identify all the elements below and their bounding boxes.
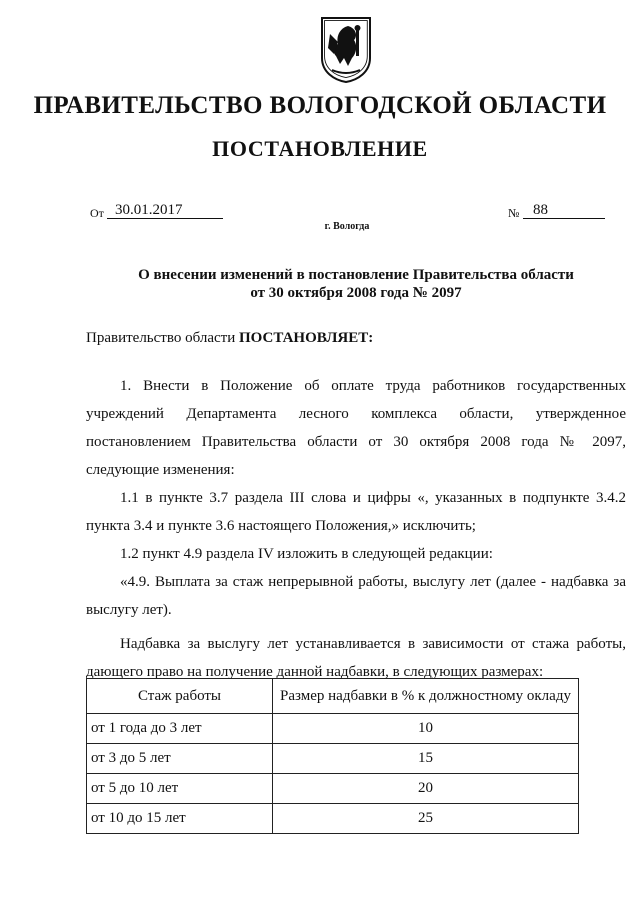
document-subject	[86, 266, 626, 302]
table-cell-experience: от 1 года до 3 лет	[87, 714, 273, 744]
subject-line-2: от 30 октября 2008 года № 2097	[250, 285, 462, 301]
table-header-row	[87, 679, 579, 714]
document-date: 30.01.2017	[107, 202, 223, 219]
coat-of-arms-emblem	[318, 14, 374, 84]
table-cell-experience: от 3 до 5 лет	[87, 744, 273, 774]
table-cell-allowance: 25	[273, 804, 579, 834]
allowance-table	[86, 678, 579, 834]
table-cell-allowance: 15	[273, 744, 579, 774]
table-row	[87, 744, 579, 774]
table-row	[87, 714, 579, 744]
table-cell-experience: от 5 до 10 лет	[87, 774, 273, 804]
table-row	[87, 804, 579, 834]
city: г. Вологда	[324, 221, 370, 232]
document-type: ПОСТАНОВЛЕНИЕ	[212, 136, 428, 161]
table-cell-allowance: 20	[273, 774, 579, 804]
preamble-lead: Правительство области	[86, 330, 239, 346]
subject-line-1: О внесении изменений в постановление Правительства области	[138, 267, 574, 283]
table-header-experience: Стаж работы	[87, 679, 273, 714]
table-header-allowance: Размер надбавки в % к должностному окладу	[273, 679, 579, 714]
preamble-decree: ПОСТАНОВЛЯЕТ:	[238, 330, 374, 346]
paragraph-1: 1. Внести в Положение об оплате труда работников государственных учреждений Департамента лесного комплекса области, утвержденное постановлением Правительства области от 30 октября 2008 года № 2097, следующие изменения:	[86, 378, 626, 478]
table-cell-allowance: 10	[273, 714, 579, 744]
date-prefix: От	[90, 206, 104, 220]
document-number: 88	[523, 202, 605, 219]
document-body	[86, 372, 626, 686]
table-cell-experience: от 10 до 15 лет	[87, 804, 273, 834]
paragraph-3: 1.2 пункт 4.9 раздела IV изложить в следующей редакции:	[120, 546, 493, 562]
paragraph-5: Надбавка за выслугу лет устанавливается в зависимости от стажа работы, дающего право на получение данной надбавки, в следующих размерах:	[86, 636, 626, 680]
paragraph-4: «4.9. Выплата за стаж непрерывной работы, выслугу лет (далее - надбавка за выслугу лет).	[86, 574, 626, 618]
table-row	[87, 774, 579, 804]
preamble	[86, 330, 373, 347]
number-prefix: №	[508, 206, 520, 220]
org-title: ПРАВИТЕЛЬСТВО ВОЛОГОДСКОЙ ОБЛАСТИ	[33, 92, 607, 119]
paragraph-2: 1.1 в пункте 3.7 раздела III слова и цифры «, указанных в подпункте 3.4.2 пункта 3.4 и пункте 3.6 настоящего Положения,» исключить;	[86, 490, 626, 534]
